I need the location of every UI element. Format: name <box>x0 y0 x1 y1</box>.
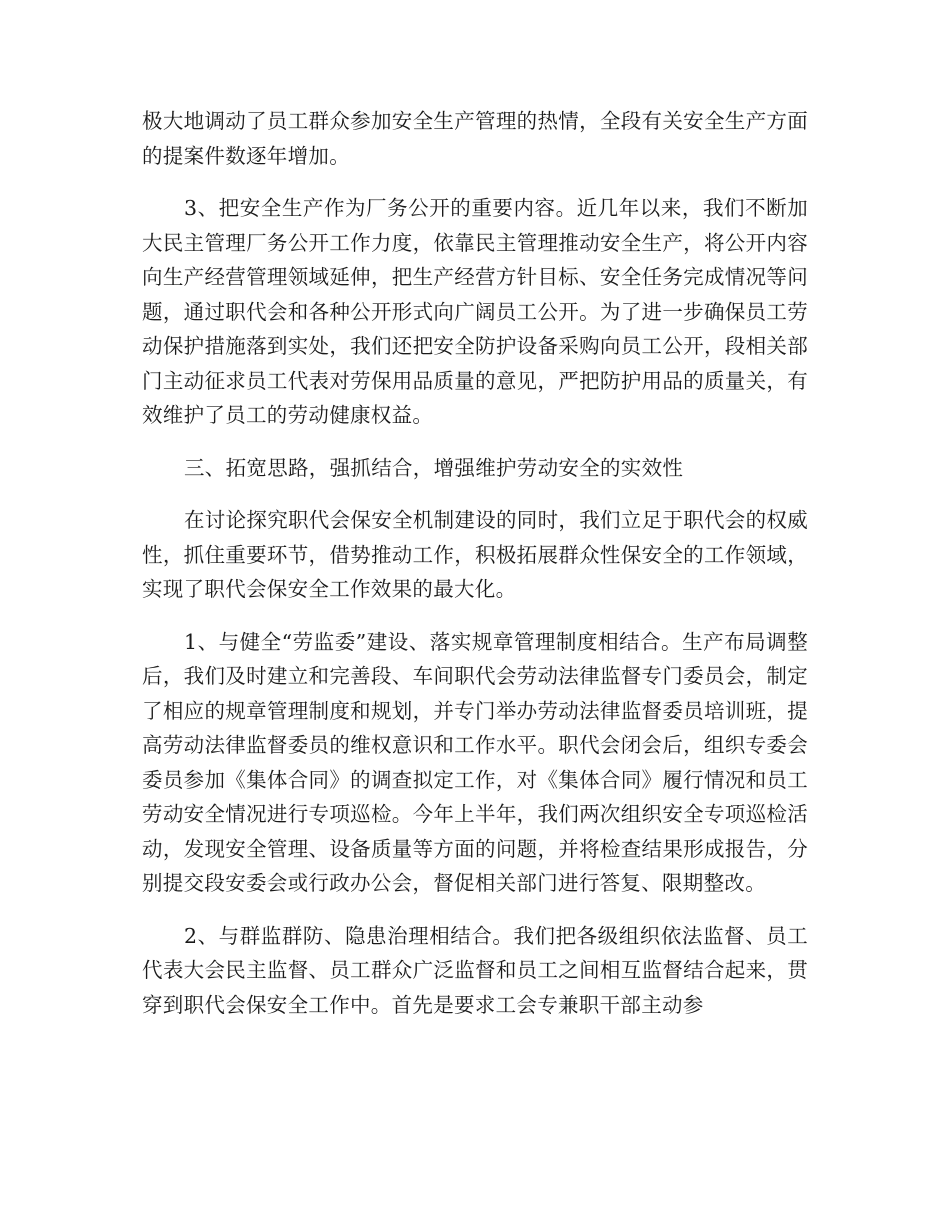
section-heading: 三、拓宽思路，强抓结合，增强维护劳动安全的实效性 <box>184 455 684 480</box>
paragraph-continuation: 极大地调动了员工群众参加安全生产管理的热情，全段有关安全生产方面的提案件数逐年增加。 <box>142 109 808 168</box>
paragraph-section-intro: 在讨论探究职代会保安全机制建设的同时，我们立足于职代会的权威性，抓住重要环节，借势推动工作，积极拓展群众性保安全的工作领域，实现了职代会保安全工作效果的最大化。 <box>142 508 808 601</box>
paragraph-item-1: 1、与健全“劳监委”建设、落实规章管理制度相结合。生产布局调整后，我们及时建立和完善段、车间职代会劳动法律监督专门委员会，制定了相应的规章管理制度和规划，并专门举办劳动法律监督委员培训班，提高劳动法律监督委员的维权意识和工作水平。职代会闭会后，组织专委会委员参加《集体合同》的调查拟定工作，对《集体合同》履行情况和员工劳动安全情况进行专项巡检。今年上半年，我们两次组织安全专项巡检活动，发现安全管理、设备质量等方面的问题，并将检查结果形成报告，分别提交段安委会或行政办公会，督促相关部门进行答复、限期整改。 <box>142 629 808 895</box>
document-body <box>142 104 808 1022</box>
paragraph-item-3: 3、把安全生产作为厂务公开的重要内容。近几年以来，我们不断加大民主管理厂务公开工作力度，依靠民主管理推动安全生产，将公开内容向生产经营管理领域延伸，把生产经营方针目标、安全任务完成情况等问题，通过职代会和各种公开形式向广阔员工公开。为了进一步确保员工劳动保护措施落到实处，我们还把安全防护设备采购向员工公开，段相关部门主动征求员工代表对劳保用品质量的意见，严把防护用品的质量关，有效维护了员工的劳动健康权益。 <box>142 196 808 427</box>
paragraph-item-2: 2、与群监群防、隐患治理相结合。我们把各级组织依法监督、员工代表大会民主监督、员工群众广泛监督和员工之间相互监督结合起来，贯穿到职代会保安全工作中。首先是要求工会专兼职干部主动参 <box>142 923 808 1017</box>
